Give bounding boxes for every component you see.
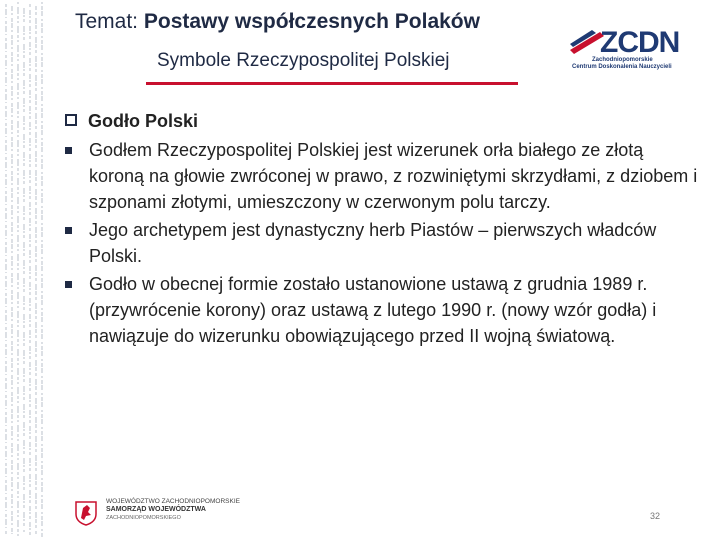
zcdn-logo-mark-icon <box>570 28 604 56</box>
page-subtitle: Symbole Rzeczypospolitej Polskiej <box>157 50 450 71</box>
zcdn-wordmark: ZCDN <box>600 26 680 59</box>
list-item <box>63 137 703 215</box>
list-item <box>63 217 703 269</box>
title-underline <box>146 82 518 85</box>
list-item-text: Godło w obecnej formie zostało ustanowione ustawą z grudnia 1989 r. (przywrócenie korony) oraz ustawą z lutego 1990 r. (nowy wzór godła) i nawiązuje do wizerunku obowiązującego przed II wojną światową. <box>89 274 657 346</box>
list-item <box>63 271 703 349</box>
square-bullet-icon <box>65 227 72 234</box>
list-item-text: Jego archetypem jest dynastyczny herb Piastów – pierwszych władców Polski. <box>89 220 657 266</box>
checkbox-bullet-icon <box>65 114 77 126</box>
section-heading-text: Godło Polski <box>88 111 199 131</box>
title-prefix: Temat: <box>75 10 144 33</box>
square-bullet-icon <box>65 281 72 288</box>
page-title <box>75 10 480 34</box>
title-topic: Postawy współczesnych Polaków <box>143 10 480 33</box>
org-line3: ZACHODNIOPOMORSKIEGO <box>106 515 181 521</box>
section-heading <box>63 108 703 134</box>
zcdn-logo <box>570 28 682 72</box>
org-line2: SAMORZĄD WOJEWÓDZTWA <box>106 506 206 513</box>
square-bullet-icon <box>65 147 72 154</box>
zcdn-line1: Zachodniopomorskie <box>592 57 653 63</box>
slide-content <box>63 108 703 351</box>
decorative-manuscript-strip <box>0 0 50 540</box>
zcdn-line2: Centrum Doskonalenia Nauczycieli <box>572 64 672 70</box>
page-number: 32 <box>650 511 661 521</box>
voivodeship-logo <box>72 496 240 528</box>
griffin-emblem-icon <box>72 498 100 526</box>
list-item-text: Godłem Rzeczypospolitej Polskiej jest wizerunek orła białego ze złotą koroną na głowie zwróconej w prawo, z rozwiniętymi skrzydłami, z dziobem i szponami złotymi, umieszczony w czerwonym polu tarczy. <box>89 140 698 212</box>
org-line1: WOJEWÓDZTWO ZACHODNIOPOMORSKIE <box>106 498 240 505</box>
